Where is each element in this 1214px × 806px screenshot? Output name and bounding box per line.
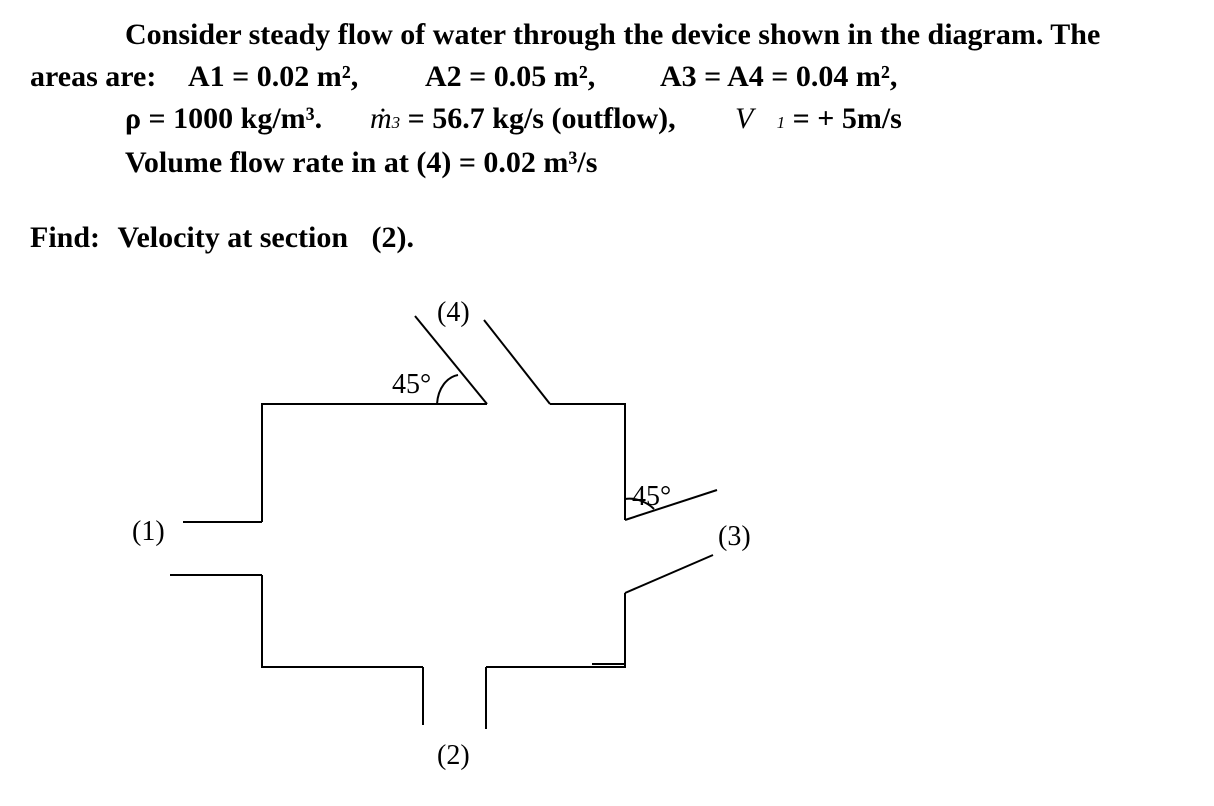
box-top-left-wall (262, 404, 487, 522)
box-bottom-right-wall (486, 593, 625, 667)
area-a3-a4: A3 = A4 = 0.04 m², (660, 60, 898, 93)
pipe-4-right-wall (484, 320, 550, 404)
mdot-subscript: 3 (391, 113, 401, 132)
volume-flow-4: Volume flow rate in at (4) = 0.02 m³/s (125, 146, 598, 179)
angle-top-label: 45° (392, 369, 432, 400)
angle-arc-top (437, 375, 458, 404)
problem-line-1: Consider steady flow of water through the device shown in the diagram. The (125, 18, 1101, 51)
mdot-symbol: ṁ (370, 102, 392, 135)
box-bottom-left-wall (262, 575, 423, 667)
angle-right-label: 45° (632, 481, 672, 512)
area-a1: A1 = 0.02 m², (188, 60, 359, 93)
v1-subscript: 1 (776, 113, 786, 132)
box-top-right-wall (550, 404, 625, 520)
v1-symbol: V⃗ (735, 102, 777, 135)
area-a2: A2 = 0.05 m², (425, 60, 596, 93)
mdot-value: = 56.7 kg/s (407, 102, 544, 135)
pipe-3-lower-wall (625, 555, 713, 593)
areas-lead: areas are: (30, 60, 157, 93)
section-3-label: (3) (718, 521, 751, 552)
find-text: Velocity at section (117, 221, 349, 254)
section-1-label: (1) (132, 516, 165, 547)
section-2-label: (2) (437, 740, 470, 771)
mdot-note: (outflow), (551, 102, 676, 135)
section-4-label: (4) (437, 297, 470, 328)
find-section: (2). (371, 221, 415, 254)
v1-value: = + 5m/s (792, 102, 902, 135)
density: ρ = 1000 kg/m³. (125, 102, 323, 135)
find-label: Find: (30, 221, 101, 254)
